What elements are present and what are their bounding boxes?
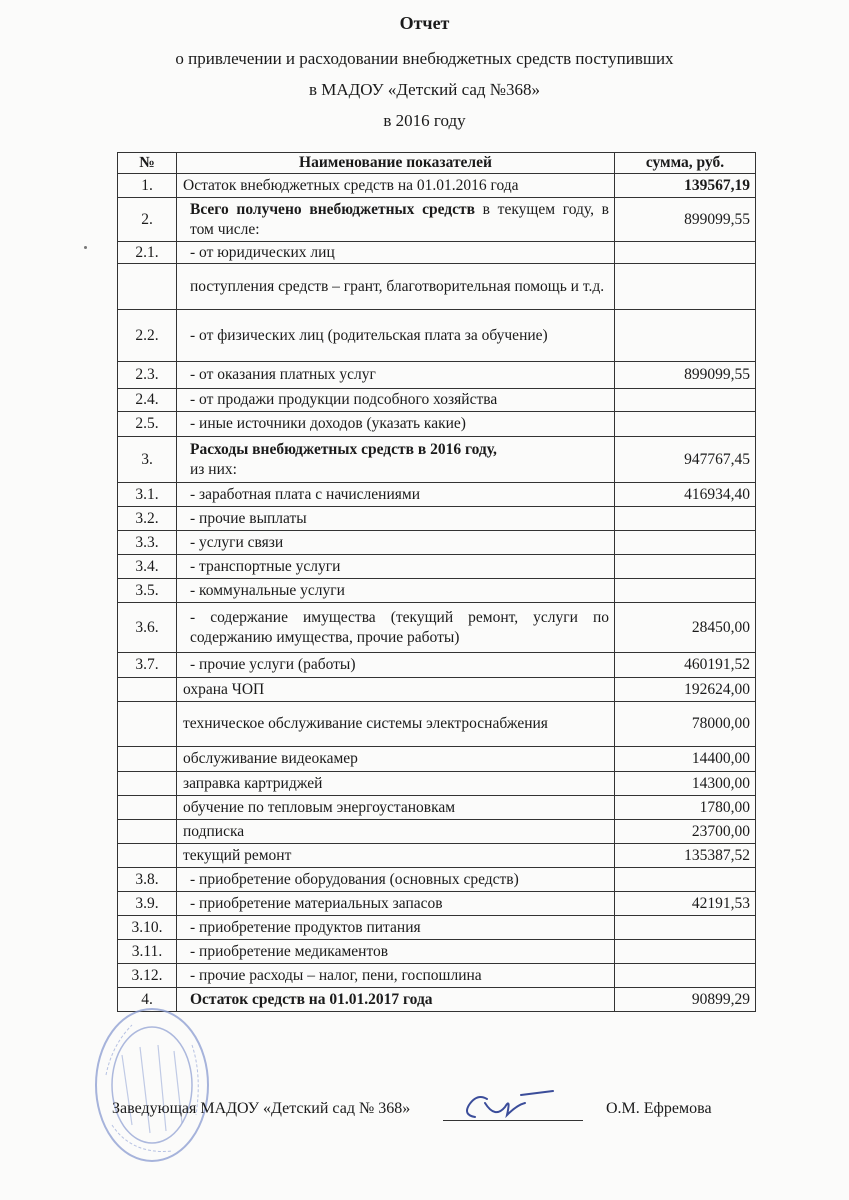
table-row xyxy=(118,772,756,796)
col-header-name: Наименование показателей xyxy=(177,153,615,174)
row-name xyxy=(177,437,615,483)
row-no: 3.5. xyxy=(118,579,177,603)
table-row xyxy=(118,389,756,412)
row-name: - услуги связи xyxy=(177,531,615,555)
table-row xyxy=(118,242,756,264)
row-name: - приобретение медикаментов xyxy=(177,940,615,964)
table-row xyxy=(118,702,756,747)
table-row xyxy=(118,940,756,964)
row-name-bold: Расходы внебюджетных средств в 2016 году, xyxy=(190,440,497,458)
row-name: Остаток средств на 01.01.2017 года xyxy=(177,988,615,1012)
row-no: 3.2. xyxy=(118,507,177,531)
row-sum xyxy=(615,868,756,892)
row-no: 2. xyxy=(118,198,177,242)
table-row xyxy=(118,603,756,653)
row-sum: 416934,40 xyxy=(615,483,756,507)
report-subtitle-line1: о привлечении и расходовании внебюджетных средств поступивших xyxy=(175,49,674,68)
col-header-no: № xyxy=(118,153,177,174)
row-name: Остаток внебюджетных средств на 01.01.2016 года xyxy=(177,174,615,198)
row-no: 3.7. xyxy=(118,653,177,678)
row-sum xyxy=(615,579,756,603)
signatory-name: О.М. Ефремова xyxy=(606,1100,712,1117)
row-name: - прочие расходы – налог, пени, госпошлина xyxy=(177,964,615,988)
row-name: - иные источники доходов (указать какие) xyxy=(177,412,615,437)
row-sum xyxy=(615,389,756,412)
row-no: 3.8. xyxy=(118,868,177,892)
row-no xyxy=(118,747,177,772)
handwritten-signature xyxy=(455,1085,565,1125)
row-name: подписка xyxy=(177,820,615,844)
table-row xyxy=(118,988,756,1012)
row-sum xyxy=(615,916,756,940)
row-name: - от оказания платных услуг xyxy=(177,362,615,389)
row-no xyxy=(118,820,177,844)
row-name: техническое обслуживание системы электроснабжения xyxy=(177,702,615,747)
row-name xyxy=(177,198,615,242)
row-name: заправка картриджей xyxy=(177,772,615,796)
table-row xyxy=(118,747,756,772)
row-no: 3.6. xyxy=(118,603,177,653)
row-name-rest: в текущем году, в том числе: xyxy=(190,200,609,238)
row-sum xyxy=(615,964,756,988)
row-sum: 28450,00 xyxy=(615,603,756,653)
row-name: обслуживание видеокамер xyxy=(177,747,615,772)
row-no: 3.9. xyxy=(118,892,177,916)
table-row xyxy=(118,579,756,603)
table-row xyxy=(118,198,756,242)
row-no: 3.4. xyxy=(118,555,177,579)
row-no: 3.1. xyxy=(118,483,177,507)
row-no: 3.11. xyxy=(118,940,177,964)
table-row xyxy=(118,174,756,198)
row-name: поступления средств – грант, благотворительная помощь и т.д. xyxy=(177,264,615,310)
row-name: - прочие выплаты xyxy=(177,507,615,531)
scan-speck xyxy=(84,246,87,249)
row-sum xyxy=(615,555,756,579)
row-no: 3.3. xyxy=(118,531,177,555)
table-row xyxy=(118,483,756,507)
table-row xyxy=(118,437,756,483)
row-no: 3.10. xyxy=(118,916,177,940)
row-no xyxy=(118,772,177,796)
row-no: 4. xyxy=(118,988,177,1012)
table-row xyxy=(118,916,756,940)
row-no xyxy=(118,796,177,820)
row-sum: 23700,00 xyxy=(615,820,756,844)
signatory-position: Заведующая МАДОУ «Детский сад № 368» xyxy=(112,1100,411,1117)
row-sum: 899099,55 xyxy=(615,362,756,389)
row-sum: 78000,00 xyxy=(615,702,756,747)
row-no xyxy=(118,264,177,310)
row-name-rest: из них: xyxy=(190,460,237,478)
table-row xyxy=(118,964,756,988)
row-name: охрана ЧОП xyxy=(177,678,615,702)
row-no: 2.1. xyxy=(118,242,177,264)
row-sum: 14300,00 xyxy=(615,772,756,796)
report-table xyxy=(117,152,756,1012)
row-no: 2.3. xyxy=(118,362,177,389)
row-name: - от физических лиц (родительская плата за обучение) xyxy=(177,310,615,362)
table-header-row xyxy=(118,153,756,174)
row-name: - содержание имущества (текущий ремонт, услуги по содержанию имущества, прочие работы) xyxy=(177,603,615,653)
table-row xyxy=(118,653,756,678)
row-no xyxy=(118,702,177,747)
row-name: - транспортные услуги xyxy=(177,555,615,579)
row-name: - от юридических лиц xyxy=(177,242,615,264)
row-sum: 947767,45 xyxy=(615,437,756,483)
table-row xyxy=(118,531,756,555)
table-row xyxy=(118,678,756,702)
row-sum xyxy=(615,264,756,310)
row-name: текущий ремонт xyxy=(177,844,615,868)
row-name: - приобретение продуктов питания xyxy=(177,916,615,940)
col-header-sum: сумма, руб. xyxy=(615,153,756,174)
row-sum xyxy=(615,940,756,964)
table-row xyxy=(118,844,756,868)
row-sum xyxy=(615,412,756,437)
row-sum: 135387,52 xyxy=(615,844,756,868)
row-sum xyxy=(615,310,756,362)
report-title: Отчет xyxy=(399,13,450,33)
row-sum xyxy=(615,531,756,555)
row-sum: 899099,55 xyxy=(615,198,756,242)
table-row xyxy=(118,555,756,579)
row-name: - от продажи продукции подсобного хозяйства xyxy=(177,389,615,412)
row-no: 2.5. xyxy=(118,412,177,437)
report-subtitle-line2: в МАДОУ «Детский сад №368» xyxy=(308,80,541,99)
table-row xyxy=(118,868,756,892)
row-sum: 1780,00 xyxy=(615,796,756,820)
table-row xyxy=(118,412,756,437)
row-no: 3.12. xyxy=(118,964,177,988)
row-name: - приобретение материальных запасов xyxy=(177,892,615,916)
table-row xyxy=(118,796,756,820)
row-name: обучение по тепловым энергоустановкам xyxy=(177,796,615,820)
row-name: - коммунальные услуги xyxy=(177,579,615,603)
table-row xyxy=(118,820,756,844)
table-row xyxy=(118,310,756,362)
row-sum: 14400,00 xyxy=(615,747,756,772)
row-sum: 460191,52 xyxy=(615,653,756,678)
row-no xyxy=(118,844,177,868)
row-sum: 90899,29 xyxy=(615,988,756,1012)
row-name-bold: Всего получено внебюджетных средств xyxy=(190,200,475,218)
row-name: - заработная плата с начислениями xyxy=(177,483,615,507)
row-no: 2.4. xyxy=(118,389,177,412)
table-row xyxy=(118,507,756,531)
row-no: 3. xyxy=(118,437,177,483)
organization-stamp xyxy=(92,1005,212,1165)
table-row xyxy=(118,362,756,389)
report-subtitle-line3: в 2016 году xyxy=(383,111,466,130)
row-no: 1. xyxy=(118,174,177,198)
row-sum: 42191,53 xyxy=(615,892,756,916)
row-sum xyxy=(615,507,756,531)
row-no xyxy=(118,678,177,702)
row-name: - прочие услуги (работы) xyxy=(177,653,615,678)
row-no: 2.2. xyxy=(118,310,177,362)
table-row xyxy=(118,892,756,916)
row-sum: 139567,19 xyxy=(615,174,756,198)
row-sum xyxy=(615,242,756,264)
row-sum: 192624,00 xyxy=(615,678,756,702)
row-name: - приобретение оборудования (основных средств) xyxy=(177,868,615,892)
table-row xyxy=(118,264,756,310)
